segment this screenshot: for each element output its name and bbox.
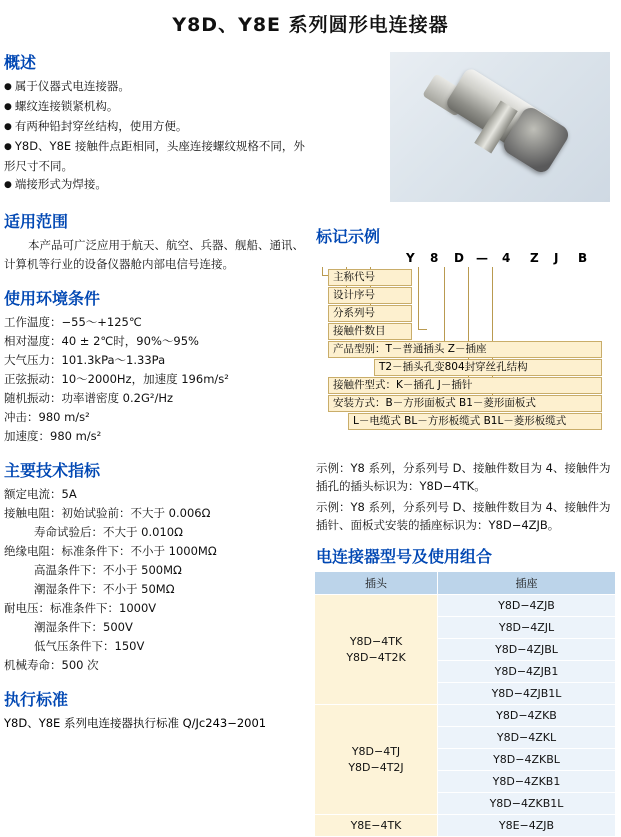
marking-band: 接触件型式：K－插孔 J－插针 [328,377,602,394]
env-line: 相对湿度：40 ± 2℃时，90%～95% [4,334,199,348]
env-line: 工作温度：−55～+125℃ [4,315,142,329]
list-item: ● 属于仪器式电连接器。 [4,77,310,97]
marking-band: 产品型别：T－普通插头 Z－插座 [328,341,602,358]
socket-cell: Y8D−4ZJL [438,617,616,639]
marking-band: 主称代号 [328,269,412,286]
code-char: 8 [430,251,439,265]
scope-text: 本产品可广泛应用于航天、航空、兵器、舰船、通讯、计算机等行业的设备仪器舱内部电信号连接。 [4,238,304,271]
socket-cell: Y8D−4ZKB1L [438,793,616,815]
code-char: D [454,251,464,265]
plug-cell-group1 [315,595,438,705]
section-heading-combination: 电连接器型号及使用组合 [316,547,493,566]
plug-cell-group2 [315,705,438,815]
marking-band: 接触件数目 [328,323,412,340]
section-heading-marking: 标记示例 [316,227,381,246]
socket-cell: Y8D−4ZJBL [438,639,616,661]
page-title: Y8D、Y8E 系列圆形电连接器 [172,14,449,36]
left-column [0,44,310,732]
code-char: 4 [502,251,511,265]
code-char: B [578,251,588,265]
code-char: Y [406,251,415,265]
spec-line: 额定电流：5A [4,487,77,501]
plug-cell-group3: Y8E−4TK [315,815,438,837]
spec-line: 机械寿命：500 次 [4,658,99,672]
column-header-socket: 插座 [438,572,616,595]
spec-line: 潮湿条件下：500V [34,620,133,634]
table-row [315,815,616,837]
list-item: ● 端接形式为焊接。 [4,175,310,195]
section-heading-overview: 概述 [4,53,37,72]
standard-text: Y8D、Y8E 系列电连接器执行标准 Q/Jc243−2001 [4,716,267,730]
product-photo-inner [390,52,610,202]
socket-cell: Y8E−4ZJB [438,815,616,837]
table-header-row [315,572,616,595]
env-line: 随机振动：功率谱密度 0.2G²/Hz [4,391,174,405]
socket-cell: Y8D−4ZKBL [438,749,616,771]
section-heading-environment: 使用环境条件 [4,289,101,308]
marking-note: 示例：Y8 系列，分系列号 D、接触件数目为 4、接触件为插针、面板式安装的插座标识为：Y8D−4ZJB。 [316,500,611,532]
spec-line: 寿命试验后：不大于 0.010Ω [34,525,183,539]
plug-model: Y8D−4T2K [346,650,406,664]
code-char: Z [530,251,539,265]
code-char: J [554,251,559,265]
product-photo [390,52,610,202]
combination-table [314,571,616,837]
overview-list [0,77,310,195]
list-item: ● 螺纹连接锁紧机构。 [4,97,310,117]
socket-cell: Y8D−4ZJB [438,595,616,617]
leader-line [418,267,427,330]
table-row [315,705,616,727]
socket-cell: Y8D−4ZJB1 [438,661,616,683]
marking-code-row [406,251,606,267]
leader-line [444,267,451,348]
marking-band: T2－插头孔变804封穿丝孔结构 [374,359,602,376]
spec-line: 高温条件下：不小于 500MΩ [34,563,182,577]
spec-line: 低气压条件下：150V [34,639,145,653]
table-row [315,595,616,617]
socket-cell: Y8D−4ZKB1 [438,771,616,793]
column-header-plug: 插头 [315,572,438,595]
marking-band: 安装方式：B－方形面板式 B1－菱形面板式 [328,395,602,412]
right-column [312,218,621,837]
env-line: 加速度：980 m/s² [4,429,102,443]
socket-cell: Y8D−4ZKL [438,727,616,749]
marking-band: 设计序号 [328,287,412,304]
code-char: — [476,251,488,265]
section-heading-specs: 主要技术指标 [4,461,101,480]
socket-cell: Y8D−4ZKB [438,705,616,727]
spec-line: 接触电阻：初始试验前：不大于 0.006Ω [4,506,211,520]
list-item: ● 有两种铅封穿丝结构，使用方便。 [4,117,310,137]
plug-model: Y8D−4TK [349,634,403,648]
env-line: 正弦振动：10～2000Hz，加速度 196m/s² [4,372,229,386]
marking-band: L－电缆式 BL－方形板缆式 B1L－菱形板缆式 [348,413,602,430]
plug-model: Y8D−4T2J [348,760,404,774]
spec-line: 潮湿条件下：不小于 50MΩ [34,582,175,596]
section-heading-scope: 适用范围 [4,212,69,231]
spec-line: 耐电压：标准条件下：1000V [4,601,157,615]
marking-note: 示例：Y8 系列，分系列号 D、接触件数目为 4、接触件为插孔的插头标识为：Y8D−4TK。 [316,461,611,493]
marking-diagram [314,251,619,456]
env-line: 大气压力：101.3kPa～1.33Pa [4,353,166,367]
spec-line: 绝缘电阻：标准条件下：不小于 1000MΩ [4,544,217,558]
marking-band: 分系列号 [328,305,412,322]
list-item: ● Y8D、Y8E 接触件点距相同，头座连接螺纹规格不同，外形尺寸不同。 [4,137,310,175]
env-line: 冲击：980 m/s² [4,410,90,424]
socket-cell: Y8D−4ZJB1L [438,683,616,705]
plug-model: Y8D−4TJ [351,744,401,758]
section-heading-standard: 执行标准 [4,690,69,709]
